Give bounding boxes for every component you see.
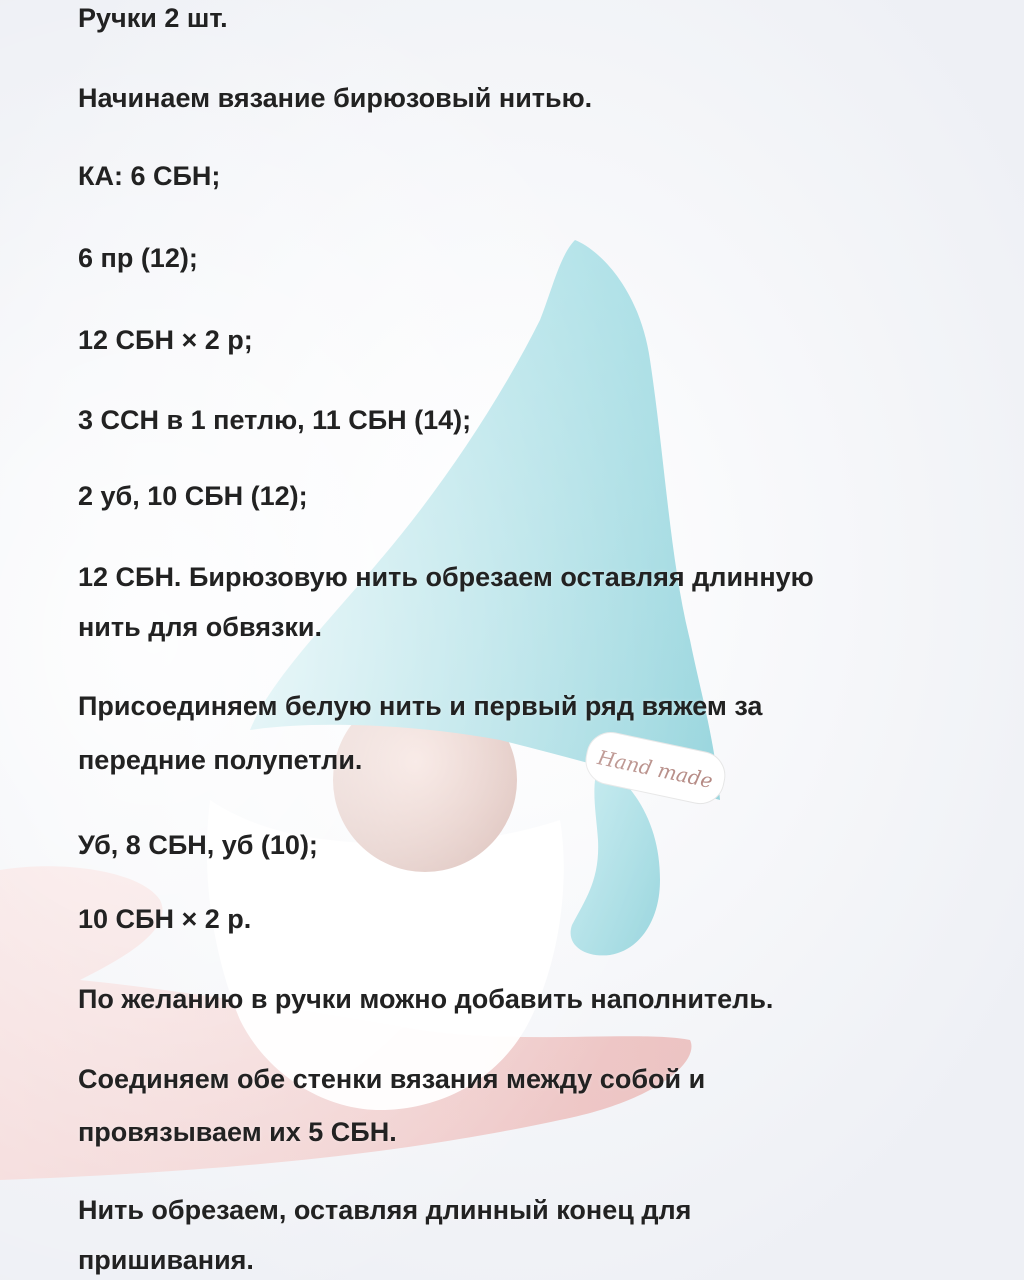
line-row-7-a: Присоединяем белую нить и первый ряд вяжем за	[78, 691, 763, 721]
line-row-1: КА: 6 СБН;	[78, 161, 221, 191]
line-row-8: Уб, 8 СБН, уб (10);	[78, 830, 318, 860]
line-row-2: 6 пр (12);	[78, 243, 198, 273]
line-row-6-a: 12 СБН. Бирюзовую нить обрезаем оставляя длинную	[78, 562, 814, 592]
line-title: Ручки 2 шт.	[78, 3, 228, 33]
line-start: Начинаем вязание бирюзовый нитью.	[78, 83, 593, 113]
line-join-a: Соединяем обе стенки вязания между собой и	[78, 1064, 706, 1094]
line-row-5: 2 уб, 10 СБН (12);	[78, 481, 308, 511]
line-row-6-b: нить для обвязки.	[78, 612, 322, 642]
line-join-b: провязываем их 5 СБН.	[78, 1117, 397, 1147]
line-row-3: 12 СБН × 2 р;	[78, 325, 253, 355]
line-row-9: 10 СБН × 2 р.	[78, 904, 252, 934]
line-note: По желанию в ручки можно добавить наполнитель.	[78, 984, 774, 1014]
line-row-7-b: передние полупетли.	[78, 745, 363, 775]
line-finish-b: пришивания.	[78, 1245, 254, 1275]
line-finish-a: Нить обрезаем, оставляя длинный конец для	[78, 1195, 692, 1225]
line-row-4: 3 ССН в 1 петлю, 11 СБН (14);	[78, 405, 472, 435]
